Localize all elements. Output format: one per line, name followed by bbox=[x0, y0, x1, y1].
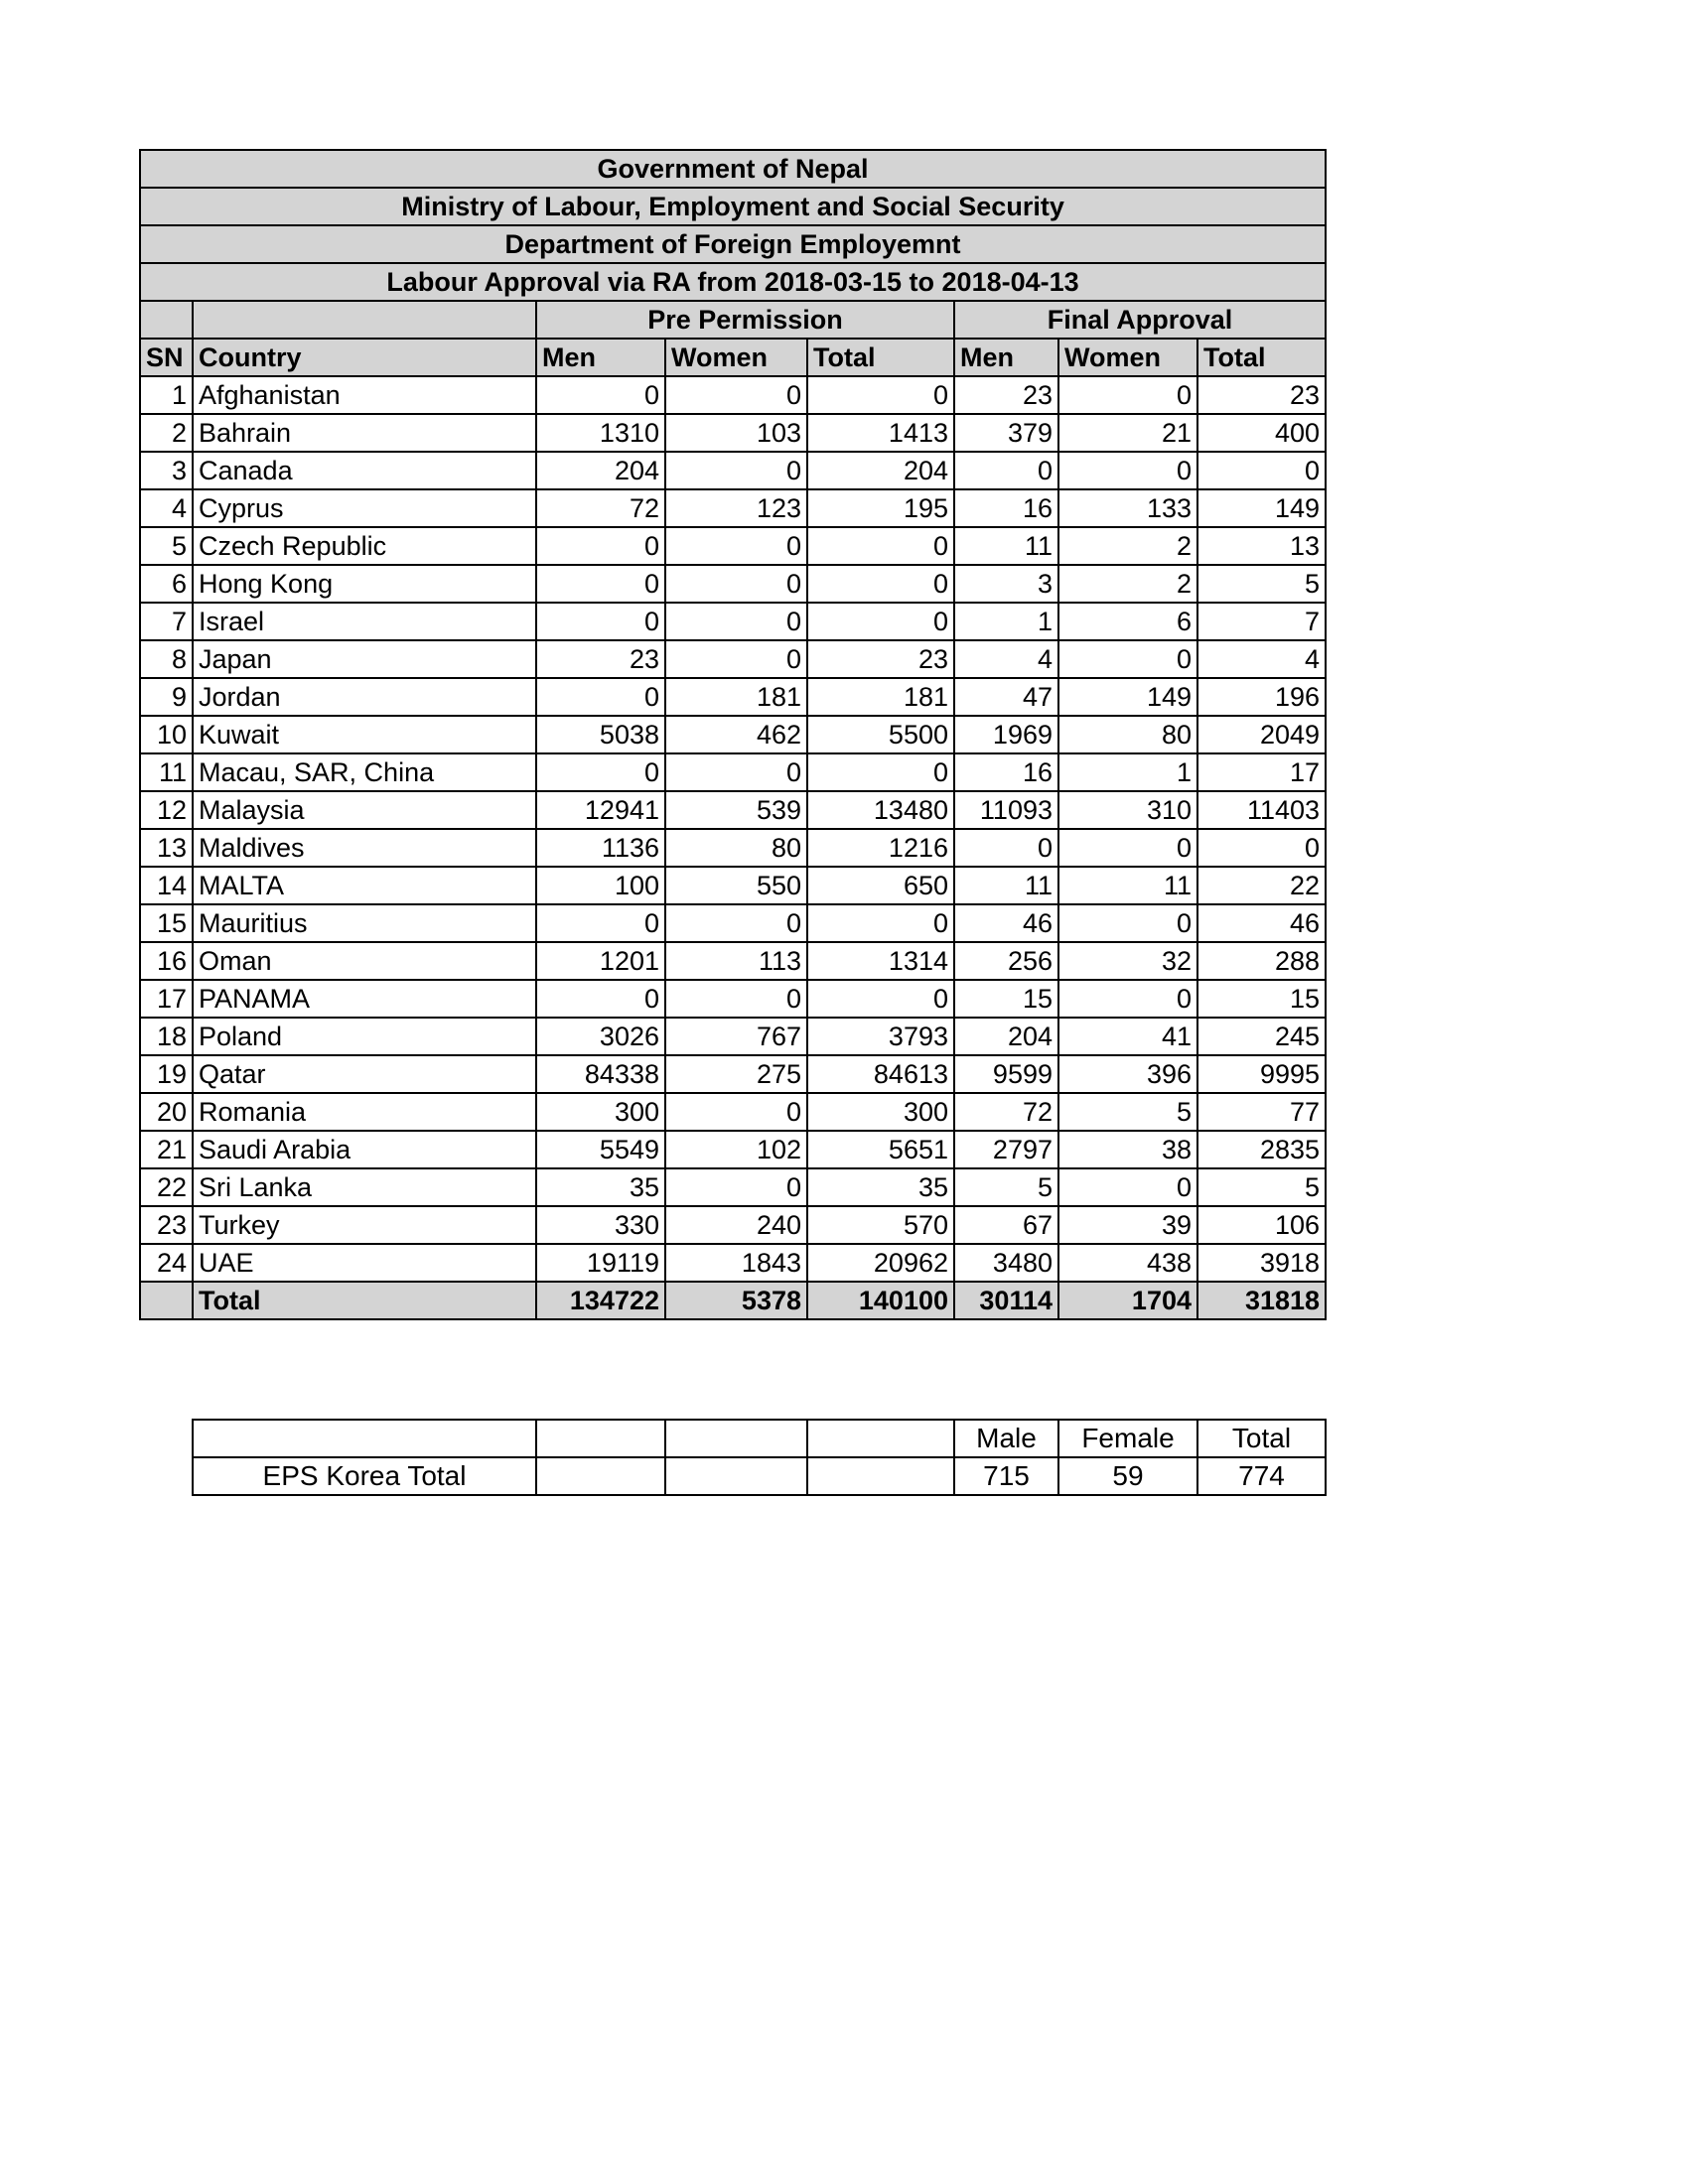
table-row bbox=[140, 1131, 1326, 1168]
final-women-cell: 11 bbox=[1058, 867, 1197, 904]
sn-cell: 5 bbox=[140, 527, 193, 565]
sn-cell: 11 bbox=[140, 753, 193, 791]
pre-total-cell: 5651 bbox=[807, 1131, 954, 1168]
table-row bbox=[140, 1093, 1326, 1131]
pre-total-cell: 5500 bbox=[807, 716, 954, 753]
final-women-cell: 32 bbox=[1058, 942, 1197, 980]
final-men-cell: 67 bbox=[954, 1206, 1058, 1244]
pre-men-cell: 0 bbox=[536, 603, 665, 640]
final-women-cell: 0 bbox=[1058, 452, 1197, 489]
final-total-cell: 149 bbox=[1197, 489, 1326, 527]
column-header-final-men: Men bbox=[954, 339, 1058, 376]
eps-blank-cell bbox=[665, 1420, 807, 1457]
final-men-cell: 23 bbox=[954, 376, 1058, 414]
pre-women-cell: 240 bbox=[665, 1206, 807, 1244]
pre-women-cell: 767 bbox=[665, 1018, 807, 1055]
pre-men-cell: 0 bbox=[536, 527, 665, 565]
pre-total-cell: 570 bbox=[807, 1206, 954, 1244]
table-row bbox=[140, 1206, 1326, 1244]
pre-women-cell: 0 bbox=[665, 452, 807, 489]
pre-men-cell: 100 bbox=[536, 867, 665, 904]
table-row bbox=[140, 1244, 1326, 1282]
final-women-cell: 310 bbox=[1058, 791, 1197, 829]
pre-men-cell: 1201 bbox=[536, 942, 665, 980]
pre-women-cell: 0 bbox=[665, 376, 807, 414]
final-men-cell: 1969 bbox=[954, 716, 1058, 753]
pre-men-cell: 1136 bbox=[536, 829, 665, 867]
pre-men-cell: 0 bbox=[536, 678, 665, 716]
pre-women-cell: 0 bbox=[665, 753, 807, 791]
sn-cell: 9 bbox=[140, 678, 193, 716]
total-pre-total: 140100 bbox=[807, 1282, 954, 1319]
eps-blank-cell bbox=[807, 1457, 954, 1495]
final-women-cell: 396 bbox=[1058, 1055, 1197, 1093]
total-row-blank-sn bbox=[140, 1282, 193, 1319]
pre-women-cell: 0 bbox=[665, 640, 807, 678]
group-header-blank-sn bbox=[140, 301, 193, 339]
final-men-cell: 47 bbox=[954, 678, 1058, 716]
sn-cell: 23 bbox=[140, 1206, 193, 1244]
pre-women-cell: 0 bbox=[665, 904, 807, 942]
sn-cell: 10 bbox=[140, 716, 193, 753]
pre-total-cell: 35 bbox=[807, 1168, 954, 1206]
pre-women-cell: 103 bbox=[665, 414, 807, 452]
country-cell: Japan bbox=[193, 640, 536, 678]
pre-total-cell: 0 bbox=[807, 603, 954, 640]
final-total-cell: 5 bbox=[1197, 565, 1326, 603]
sn-cell: 7 bbox=[140, 603, 193, 640]
total-final-women: 1704 bbox=[1058, 1282, 1197, 1319]
final-men-cell: 5 bbox=[954, 1168, 1058, 1206]
final-total-cell: 11403 bbox=[1197, 791, 1326, 829]
pre-total-cell: 1314 bbox=[807, 942, 954, 980]
column-header-sn: SN bbox=[140, 339, 193, 376]
column-header-final-total: Total bbox=[1197, 339, 1326, 376]
table-row bbox=[140, 942, 1326, 980]
sn-cell: 24 bbox=[140, 1244, 193, 1282]
pre-women-cell: 0 bbox=[665, 565, 807, 603]
column-header-final-women: Women bbox=[1058, 339, 1197, 376]
pre-total-cell: 0 bbox=[807, 753, 954, 791]
final-men-cell: 1 bbox=[954, 603, 1058, 640]
final-total-cell: 7 bbox=[1197, 603, 1326, 640]
pre-men-cell: 0 bbox=[536, 753, 665, 791]
pre-women-cell: 80 bbox=[665, 829, 807, 867]
sn-cell: 12 bbox=[140, 791, 193, 829]
pre-men-cell: 12941 bbox=[536, 791, 665, 829]
pre-women-cell: 462 bbox=[665, 716, 807, 753]
final-men-cell: 16 bbox=[954, 753, 1058, 791]
pre-total-cell: 13480 bbox=[807, 791, 954, 829]
table-row bbox=[140, 678, 1326, 716]
country-cell: Cyprus bbox=[193, 489, 536, 527]
total-final-men: 30114 bbox=[954, 1282, 1058, 1319]
country-cell: Czech Republic bbox=[193, 527, 536, 565]
country-cell: Macau, SAR, China bbox=[193, 753, 536, 791]
country-cell: PANAMA bbox=[193, 980, 536, 1018]
final-women-cell: 39 bbox=[1058, 1206, 1197, 1244]
pre-men-cell: 19119 bbox=[536, 1244, 665, 1282]
country-cell: Hong Kong bbox=[193, 565, 536, 603]
pre-total-cell: 0 bbox=[807, 904, 954, 942]
sn-cell: 4 bbox=[140, 489, 193, 527]
title-government: Government of Nepal bbox=[140, 150, 1326, 188]
sn-cell: 8 bbox=[140, 640, 193, 678]
table-row bbox=[140, 489, 1326, 527]
pre-women-cell: 275 bbox=[665, 1055, 807, 1093]
final-men-cell: 0 bbox=[954, 829, 1058, 867]
sn-cell: 3 bbox=[140, 452, 193, 489]
sn-cell: 13 bbox=[140, 829, 193, 867]
column-header-country: Country bbox=[193, 339, 536, 376]
sn-cell: 20 bbox=[140, 1093, 193, 1131]
table-row bbox=[140, 1055, 1326, 1093]
final-men-cell: 11 bbox=[954, 867, 1058, 904]
final-women-cell: 0 bbox=[1058, 904, 1197, 942]
final-women-cell: 6 bbox=[1058, 603, 1197, 640]
final-women-cell: 438 bbox=[1058, 1244, 1197, 1282]
final-women-cell: 1 bbox=[1058, 753, 1197, 791]
final-total-cell: 46 bbox=[1197, 904, 1326, 942]
final-total-cell: 9995 bbox=[1197, 1055, 1326, 1093]
sn-cell: 16 bbox=[140, 942, 193, 980]
pre-women-cell: 0 bbox=[665, 527, 807, 565]
final-men-cell: 204 bbox=[954, 1018, 1058, 1055]
pre-women-cell: 0 bbox=[665, 1093, 807, 1131]
labour-approval-table bbox=[139, 149, 1327, 1320]
country-cell: Qatar bbox=[193, 1055, 536, 1093]
table-row bbox=[140, 640, 1326, 678]
eps-blank-cell bbox=[536, 1457, 665, 1495]
country-cell: UAE bbox=[193, 1244, 536, 1282]
eps-blank-label-header bbox=[193, 1420, 536, 1457]
country-cell: Malaysia bbox=[193, 791, 536, 829]
country-cell: Afghanistan bbox=[193, 376, 536, 414]
country-cell: Romania bbox=[193, 1093, 536, 1131]
pre-total-cell: 23 bbox=[807, 640, 954, 678]
title-period: Labour Approval via RA from 2018-03-15 to 2018-04-13 bbox=[140, 263, 1326, 301]
sn-cell: 15 bbox=[140, 904, 193, 942]
final-total-cell: 23 bbox=[1197, 376, 1326, 414]
final-total-cell: 106 bbox=[1197, 1206, 1326, 1244]
pre-men-cell: 1310 bbox=[536, 414, 665, 452]
eps-total-value: 774 bbox=[1197, 1457, 1326, 1495]
final-total-cell: 2835 bbox=[1197, 1131, 1326, 1168]
table-row bbox=[140, 1168, 1326, 1206]
country-cell: Turkey bbox=[193, 1206, 536, 1244]
country-cell: Kuwait bbox=[193, 716, 536, 753]
pre-total-cell: 20962 bbox=[807, 1244, 954, 1282]
eps-blank-cell bbox=[536, 1420, 665, 1457]
final-women-cell: 0 bbox=[1058, 1168, 1197, 1206]
final-women-cell: 0 bbox=[1058, 376, 1197, 414]
pre-total-cell: 300 bbox=[807, 1093, 954, 1131]
country-cell: Mauritius bbox=[193, 904, 536, 942]
final-women-cell: 38 bbox=[1058, 1131, 1197, 1168]
final-total-cell: 3918 bbox=[1197, 1244, 1326, 1282]
country-cell: Maldives bbox=[193, 829, 536, 867]
pre-total-cell: 0 bbox=[807, 980, 954, 1018]
total-final-total: 31818 bbox=[1197, 1282, 1326, 1319]
table-row bbox=[140, 414, 1326, 452]
final-men-cell: 11093 bbox=[954, 791, 1058, 829]
final-men-cell: 0 bbox=[954, 452, 1058, 489]
pre-men-cell: 0 bbox=[536, 376, 665, 414]
final-women-cell: 0 bbox=[1058, 640, 1197, 678]
final-total-cell: 400 bbox=[1197, 414, 1326, 452]
total-label: Total bbox=[193, 1282, 536, 1319]
pre-men-cell: 204 bbox=[536, 452, 665, 489]
sn-cell: 17 bbox=[140, 980, 193, 1018]
table-row bbox=[140, 565, 1326, 603]
final-men-cell: 379 bbox=[954, 414, 1058, 452]
pre-men-cell: 72 bbox=[536, 489, 665, 527]
final-total-cell: 2049 bbox=[1197, 716, 1326, 753]
final-men-cell: 46 bbox=[954, 904, 1058, 942]
pre-total-cell: 195 bbox=[807, 489, 954, 527]
sn-cell: 21 bbox=[140, 1131, 193, 1168]
final-total-cell: 77 bbox=[1197, 1093, 1326, 1131]
pre-men-cell: 300 bbox=[536, 1093, 665, 1131]
total-pre-women: 5378 bbox=[665, 1282, 807, 1319]
country-cell: MALTA bbox=[193, 867, 536, 904]
table-row bbox=[140, 376, 1326, 414]
eps-label: EPS Korea Total bbox=[193, 1457, 536, 1495]
total-row bbox=[140, 1282, 1326, 1319]
final-women-cell: 80 bbox=[1058, 716, 1197, 753]
final-men-cell: 3480 bbox=[954, 1244, 1058, 1282]
final-women-cell: 2 bbox=[1058, 565, 1197, 603]
table-row bbox=[140, 716, 1326, 753]
eps-male-header: Male bbox=[954, 1420, 1058, 1457]
pre-women-cell: 0 bbox=[665, 603, 807, 640]
final-total-cell: 0 bbox=[1197, 829, 1326, 867]
pre-total-cell: 181 bbox=[807, 678, 954, 716]
eps-blank-cell bbox=[665, 1457, 807, 1495]
final-men-cell: 11 bbox=[954, 527, 1058, 565]
pre-women-cell: 113 bbox=[665, 942, 807, 980]
pre-women-cell: 1843 bbox=[665, 1244, 807, 1282]
table-row bbox=[140, 603, 1326, 640]
pre-men-cell: 5038 bbox=[536, 716, 665, 753]
table-row bbox=[140, 904, 1326, 942]
sn-cell: 18 bbox=[140, 1018, 193, 1055]
final-total-cell: 15 bbox=[1197, 980, 1326, 1018]
pre-women-cell: 539 bbox=[665, 791, 807, 829]
table-row bbox=[140, 829, 1326, 867]
pre-men-cell: 330 bbox=[536, 1206, 665, 1244]
final-total-cell: 17 bbox=[1197, 753, 1326, 791]
final-women-cell: 0 bbox=[1058, 980, 1197, 1018]
pre-men-cell: 0 bbox=[536, 904, 665, 942]
country-cell: Poland bbox=[193, 1018, 536, 1055]
final-men-cell: 9599 bbox=[954, 1055, 1058, 1093]
pre-men-cell: 84338 bbox=[536, 1055, 665, 1093]
sn-cell: 19 bbox=[140, 1055, 193, 1093]
pre-total-cell: 204 bbox=[807, 452, 954, 489]
pre-men-cell: 0 bbox=[536, 565, 665, 603]
final-women-cell: 133 bbox=[1058, 489, 1197, 527]
eps-korea-table bbox=[192, 1419, 1327, 1496]
pre-total-cell: 650 bbox=[807, 867, 954, 904]
table-row bbox=[140, 452, 1326, 489]
pre-men-cell: 23 bbox=[536, 640, 665, 678]
country-cell: Oman bbox=[193, 942, 536, 980]
final-women-cell: 21 bbox=[1058, 414, 1197, 452]
title-ministry: Ministry of Labour, Employment and Social Security bbox=[140, 188, 1326, 225]
final-total-cell: 245 bbox=[1197, 1018, 1326, 1055]
country-cell: Bahrain bbox=[193, 414, 536, 452]
final-men-cell: 4 bbox=[954, 640, 1058, 678]
final-men-cell: 256 bbox=[954, 942, 1058, 980]
final-men-cell: 72 bbox=[954, 1093, 1058, 1131]
pre-women-cell: 0 bbox=[665, 980, 807, 1018]
pre-total-cell: 84613 bbox=[807, 1055, 954, 1093]
pre-men-cell: 35 bbox=[536, 1168, 665, 1206]
pre-men-cell: 5549 bbox=[536, 1131, 665, 1168]
total-pre-men: 134722 bbox=[536, 1282, 665, 1319]
final-men-cell: 3 bbox=[954, 565, 1058, 603]
eps-total-header: Total bbox=[1197, 1420, 1326, 1457]
pre-women-cell: 550 bbox=[665, 867, 807, 904]
final-total-cell: 288 bbox=[1197, 942, 1326, 980]
pre-total-cell: 0 bbox=[807, 565, 954, 603]
final-men-cell: 2797 bbox=[954, 1131, 1058, 1168]
sn-cell: 22 bbox=[140, 1168, 193, 1206]
pre-men-cell: 3026 bbox=[536, 1018, 665, 1055]
pre-men-cell: 0 bbox=[536, 980, 665, 1018]
table-row bbox=[140, 791, 1326, 829]
sn-cell: 1 bbox=[140, 376, 193, 414]
column-header-pre-women: Women bbox=[665, 339, 807, 376]
country-cell: Canada bbox=[193, 452, 536, 489]
sn-cell: 14 bbox=[140, 867, 193, 904]
pre-total-cell: 1216 bbox=[807, 829, 954, 867]
final-total-cell: 0 bbox=[1197, 452, 1326, 489]
eps-male-value: 715 bbox=[954, 1457, 1058, 1495]
table-row bbox=[140, 1018, 1326, 1055]
pre-total-cell: 3793 bbox=[807, 1018, 954, 1055]
final-men-cell: 16 bbox=[954, 489, 1058, 527]
final-women-cell: 5 bbox=[1058, 1093, 1197, 1131]
pre-women-cell: 102 bbox=[665, 1131, 807, 1168]
column-header-pre-total: Total bbox=[807, 339, 954, 376]
pre-women-cell: 0 bbox=[665, 1168, 807, 1206]
pre-total-cell: 1413 bbox=[807, 414, 954, 452]
final-total-cell: 5 bbox=[1197, 1168, 1326, 1206]
table-row bbox=[140, 753, 1326, 791]
final-total-cell: 196 bbox=[1197, 678, 1326, 716]
final-total-cell: 4 bbox=[1197, 640, 1326, 678]
table-row bbox=[140, 980, 1326, 1018]
table-row bbox=[140, 527, 1326, 565]
country-cell: Sri Lanka bbox=[193, 1168, 536, 1206]
table-row bbox=[140, 867, 1326, 904]
group-header-final-approval: Final Approval bbox=[954, 301, 1326, 339]
pre-total-cell: 0 bbox=[807, 376, 954, 414]
final-women-cell: 0 bbox=[1058, 829, 1197, 867]
eps-blank-cell bbox=[807, 1420, 954, 1457]
title-department: Department of Foreign Employemnt bbox=[140, 225, 1326, 263]
group-header-blank-country bbox=[193, 301, 536, 339]
final-women-cell: 149 bbox=[1058, 678, 1197, 716]
final-total-cell: 13 bbox=[1197, 527, 1326, 565]
group-header-pre-permission: Pre Permission bbox=[536, 301, 954, 339]
pre-women-cell: 181 bbox=[665, 678, 807, 716]
country-cell: Israel bbox=[193, 603, 536, 640]
country-cell: Saudi Arabia bbox=[193, 1131, 536, 1168]
pre-total-cell: 0 bbox=[807, 527, 954, 565]
final-women-cell: 41 bbox=[1058, 1018, 1197, 1055]
final-men-cell: 15 bbox=[954, 980, 1058, 1018]
column-header-pre-men: Men bbox=[536, 339, 665, 376]
sn-cell: 2 bbox=[140, 414, 193, 452]
sn-cell: 6 bbox=[140, 565, 193, 603]
eps-female-value: 59 bbox=[1058, 1457, 1197, 1495]
country-cell: Jordan bbox=[193, 678, 536, 716]
eps-female-header: Female bbox=[1058, 1420, 1197, 1457]
pre-women-cell: 123 bbox=[665, 489, 807, 527]
final-total-cell: 22 bbox=[1197, 867, 1326, 904]
final-women-cell: 2 bbox=[1058, 527, 1197, 565]
